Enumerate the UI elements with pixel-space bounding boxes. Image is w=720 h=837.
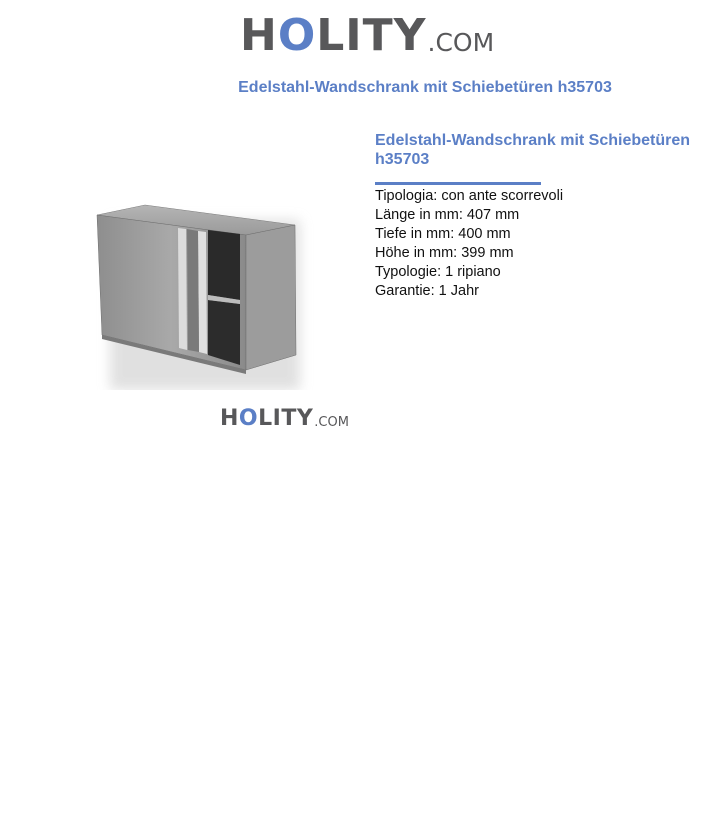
image-logo-domain: .COM bbox=[314, 415, 349, 430]
logo-wordmark: HOLITY bbox=[240, 10, 427, 61]
site-logo[interactable] bbox=[240, 10, 495, 61]
product-image bbox=[60, 150, 360, 390]
product-title: Edelstahl-Wandschrank mit Schiebetüren h35703 bbox=[375, 132, 691, 168]
spec-item: Typologie: 1 ripiano bbox=[375, 264, 501, 280]
title-divider bbox=[375, 182, 541, 185]
spec-list bbox=[375, 187, 705, 301]
spec-item: Garantie: 1 Jahr bbox=[375, 283, 479, 299]
spec-item: Tiefe in mm: 400 mm bbox=[375, 226, 511, 242]
spec-item: Tipologia: con ante scorrevoli bbox=[375, 188, 564, 204]
logo-ring-icon: O bbox=[277, 10, 317, 61]
product-info bbox=[375, 131, 705, 301]
spec-item: Länge in mm: 407 mm bbox=[375, 207, 520, 223]
image-logo-ring-icon: O bbox=[238, 406, 259, 431]
image-logo bbox=[220, 407, 349, 431]
spec-item: Höhe in mm: 399 mm bbox=[375, 245, 514, 261]
logo-domain: .COM bbox=[427, 28, 495, 57]
page-title: Edelstahl-Wandschrank mit Schiebetüren h35703 bbox=[238, 79, 612, 96]
image-logo-wordmark: HOLITY bbox=[220, 406, 314, 431]
